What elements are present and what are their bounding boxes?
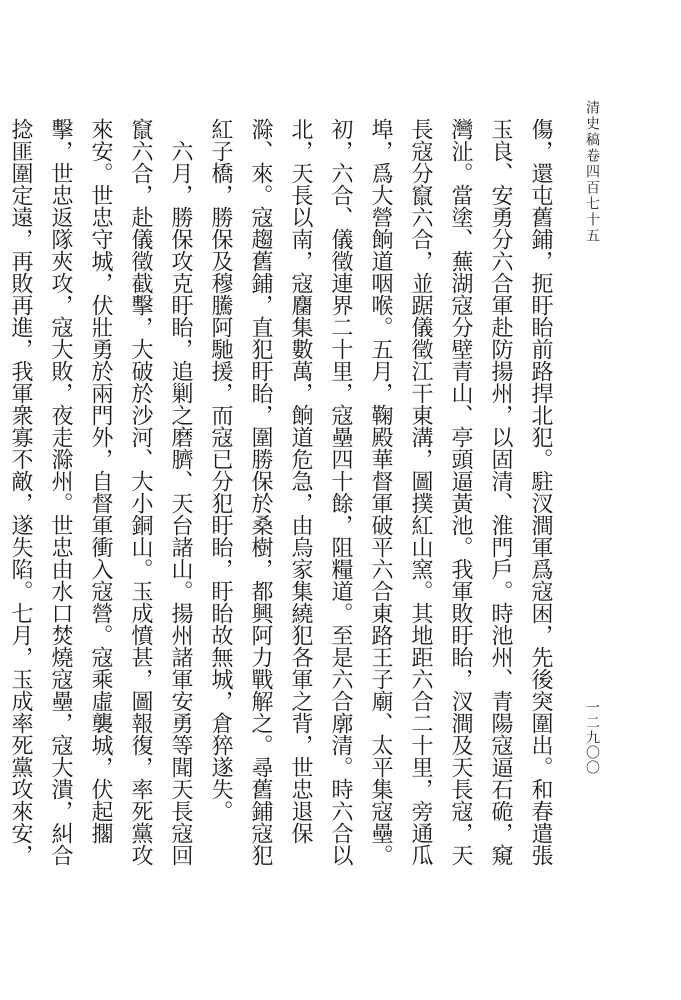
page-number: 一二九〇〇 (584, 700, 600, 775)
paragraph: 傷，還屯舊鋪，扼盱眙前路捍北犯。駐汊澗軍爲寇困，先後突圍出。和春遣張玉良、安勇分六合軍赴防揚州，以固清、淮門戶。時池州、青陽寇逼石硊，窺灣沚。當塗、蕪湖寇分壁青山、亭頭逼黃池。我軍敗盱眙，汊澗及天長寇，天長寇分竄六合，並踞儀徵江干東溝，圖撲紅山窯。其地距六合二十里，旁通瓜埠，爲大營餉道咽喉。五月，鞠殿華督軍破平六合東路王子廟、太平集寇壘。初，六合、儀徵連界二十里，寇壘四十餘，阻糧道。至是六合廓清。時六合以北，天長以南，寇麕集數萬，餉道危急，由烏家集繞犯各軍之背，世忠退保滁、來。寇趨舊鋪，直犯盱眙，圍勝保於桑樹，都興阿力戰解之。尋舊鋪寇犯紅子橋，勝保及穆騰阿馳援，而寇已分犯盱眙，盱眙故無城，倉猝遂失。 (208, 118, 553, 866)
running-header: 清史稿卷四百七十五 (584, 100, 600, 244)
paragraph: 六月，勝保攻克盱眙，追剿之磨臍、天台諸山。揚州諸軍安勇等聞天長寇回竄六合，赴儀徵截擊，大破於沙河、大小銅山。玉成憤甚，圖報復，率死黨攻來安。世忠守城，伏壯勇於兩門外，自督軍衝入寇營。寇乘虛襲城，伏起擱擊，世忠返隊夾攻，寇大敗，夜走滁州。世忠由水口焚燒寇壘，寇大潰，糾合捻匪圍定遠，再敗再進，我軍衆寡不敵，遂失陷。七月，玉成率死黨攻來安， (8, 118, 193, 866)
body-text (8, 118, 560, 878)
